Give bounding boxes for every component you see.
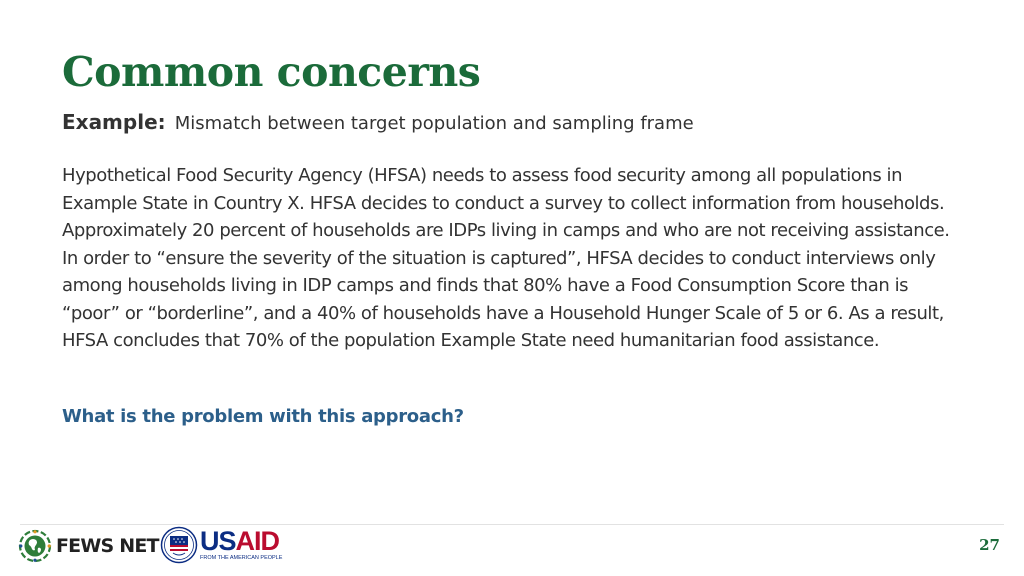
footer-divider	[20, 524, 1004, 525]
usaid-aid-text: AID	[235, 526, 280, 557]
page-number: 27	[979, 536, 1000, 554]
usaid-seal-icon	[160, 526, 198, 564]
example-label: Example:	[62, 110, 166, 134]
scenario-paragraph: Hypothetical Food Security Agency (HFSA) needs to assess food security among all populations in Example State in Country X. HFSA decides to conduct a survey to collect information from households. Approximately 20 percent of households are IDPs living in camps and who are not receiving assistance. In order to “ensure the severity of the situation is captured”, HFSA decides to conduct interviews only among households living in IDP camps and finds that 80% have a Food Consumption Score than is “poor” or “borderline”, and a 40% of households have a Household Hunger Scale of 5 or 6. As a result, HFSA concludes that 70% of the population Example State need humanitarian food assistance.	[62, 165, 950, 351]
fews-net-wordmark: FEWS NET	[56, 535, 159, 557]
example-line	[62, 110, 694, 138]
usaid-tagline: FROM THE AMERICAN PEOPLE	[200, 555, 283, 562]
usaid-logo	[160, 526, 282, 564]
globe-icon	[18, 529, 52, 563]
usaid-us-text: US	[200, 526, 236, 557]
usaid-wordmark	[200, 528, 282, 562]
fews-net-logo	[18, 528, 159, 564]
slide-title: Common concerns	[62, 48, 481, 96]
discussion-question: What is the problem with this approach?	[62, 406, 464, 427]
example-text: Mismatch between target population and sampling frame	[174, 113, 694, 134]
